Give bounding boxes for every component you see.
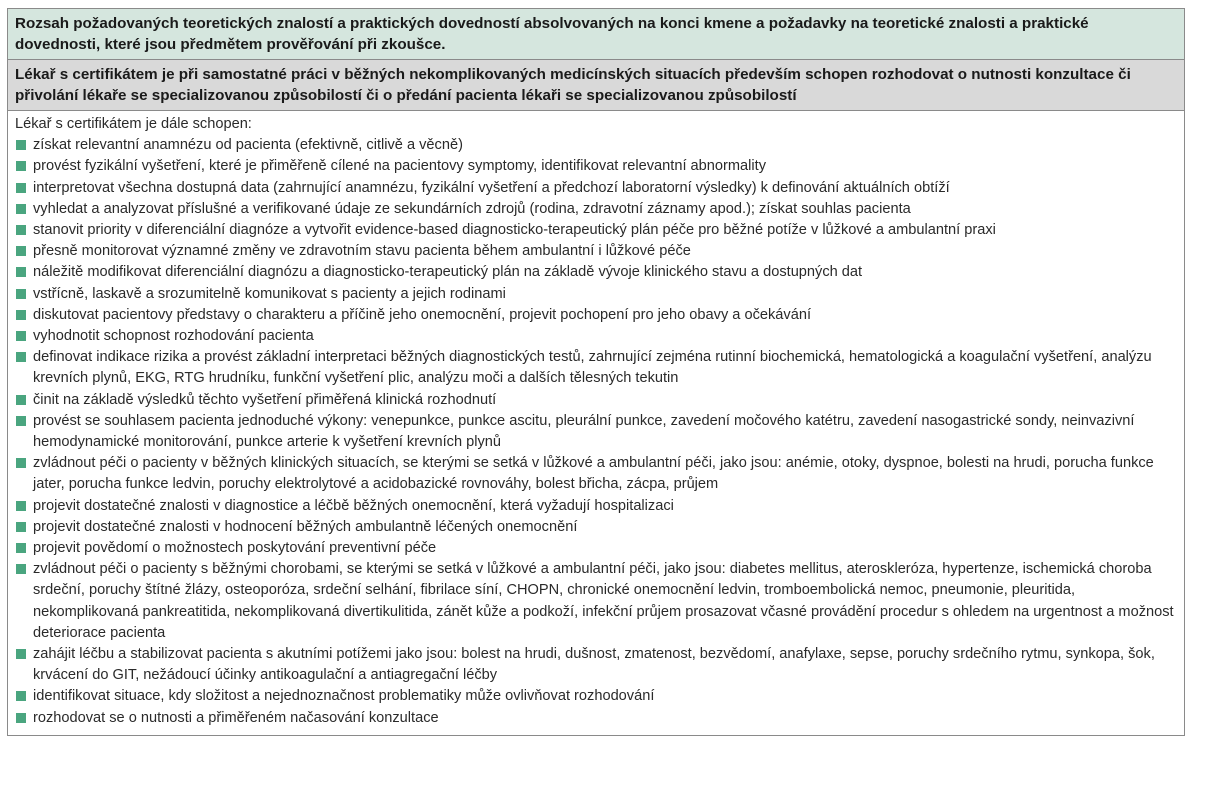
list-item-text: identifikovat situace, kdy složitost a nejednoznačnost problematiky může ovlivňovat rozhodování — [33, 688, 655, 705]
list-item — [15, 284, 1177, 305]
list-item — [15, 326, 1177, 347]
list-item-text: zvládnout péči o pacienty v běžných klinických situacích, se kterými se setká v lůžkové a ambulantní péči, jako jsou: anémie, otoky, dyspnoe, bolesti na hrudi, porucha funkce jater, porucha funkce ledvin, poruchy elektrolytové a acidobazické rovnováhy, bolest břicha, zácpa, průjem — [33, 455, 1154, 493]
list-item-text: stanovit priority v diferenciální diagnóze a vytvořit evidence-based diagnosticko-terapeutický plán péče pro běžné potíže v lůžkové a ambulantní praxi — [33, 222, 996, 239]
square-bullet-icon — [16, 331, 26, 341]
square-bullet-icon — [16, 289, 26, 299]
list-item-text: náležitě modifikovat diferenciální diagnózu a diagnosticko-terapeutický plán na základě vývoje klinického stavu a dostupných dat — [33, 264, 863, 281]
list-item — [15, 538, 1177, 559]
list-item-text: činit na základě výsledků těchto vyšetření přiměřená klinická rozhodnutí — [33, 391, 497, 408]
skills-list — [15, 135, 1177, 729]
square-bullet-icon — [16, 267, 26, 277]
list-item-text: projevit povědomí o možnostech poskytování preventivní péče — [33, 540, 437, 557]
list-item — [15, 517, 1177, 538]
square-bullet-icon — [16, 691, 26, 701]
list-item — [15, 559, 1177, 644]
list-item — [15, 241, 1177, 262]
requirements-table — [7, 8, 1185, 736]
list-item — [15, 390, 1177, 411]
list-item — [15, 135, 1177, 156]
square-bullet-icon — [16, 225, 26, 235]
square-bullet-icon — [16, 522, 26, 532]
list-item-text: provést se souhlasem pacienta jednoduché výkony: venepunkce, punkce ascitu, pleurální punkce, zavedení močového katétru, zavedení nasogastrické sondy, neinvazivní hemodynamické monitorování, punkce arterie k vyšetření krevních plynů — [33, 412, 1135, 451]
list-item-text: projevit dostatečné znalosti v hodnocení běžných ambulantně léčených onemocnění — [33, 518, 578, 535]
square-bullet-icon — [16, 395, 26, 405]
list-item-text: vyhledat a analyzovat příslušné a verifikované údaje ze sekundárních zdrojů (rodina, zdravotní záznamy apod.); získat souhlas pacienta — [33, 200, 911, 217]
list-item-text: vyhodnotit schopnost rozhodování pacienta — [33, 328, 314, 345]
list-item-text: zvládnout péči o pacienty s běžnými chorobami, se kterými se setká v lůžkové a ambulantní péči, jako jsou: diabetes mellitus, ateroskleróza, hypertenze, ischemická choroba srdeční, poruchy štítné žlázy, osteoporóza, srdeční selhání, fibrilace síní, CHOPN, chronické onemocnění ledvin, tromboembolická nemoc, pneumonie, pleuritida, nekomplikovaná pankreatitida, nekomplikovaná divertikulitida, zánět kůže a podkoží, infekční průjem prosazovat včasné provádění procedur s ohledem na urgentnost a možnost deteriorace pacienta — [33, 561, 1174, 641]
square-bullet-icon — [16, 501, 26, 511]
list-item — [15, 644, 1177, 686]
square-bullet-icon — [16, 713, 26, 723]
list-item-text: provést fyzikální vyšetření, které je přiměřeně cílené na pacientovy symptomy, identifikovat relevantní abnormality — [33, 158, 766, 175]
square-bullet-icon — [16, 416, 26, 426]
table-subtitle: Lékař s certifikátem je při samostatné práci v běžných nekomplikovaných medicínských situacích především schopen rozhodovat o nutnosti konzultace či přivolání lékaře se specializovanou způsobilostí či o předání pacienta lékaři se specializovanou způsobilostí — [8, 60, 1184, 111]
list-item-text: definovat indikace rizika a provést základní interpretaci běžných diagnostických testů, zahrnující zejména rutinní biochemická, hematologická a koagulační vyšetření, analýzu krevních plynů, EKG, RTG hrudníku, funkční vyšetření plic, analýzu moči a dalších tělesných tekutin — [33, 349, 1152, 387]
list-item-text: přesně monitorovat významné změny ve zdravotním stavu pacienta během ambulantní i lůžkové péče — [33, 243, 691, 260]
list-item — [15, 199, 1177, 220]
square-bullet-icon — [16, 564, 26, 574]
list-intro: Lékař s certifikátem je dále schopen: — [15, 116, 252, 132]
list-item-text: zahájit léčbu a stabilizovat pacienta s akutními potížemi jako jsou: bolest na hrudi, dušnost, zmatenost, bezvědomí, anafylaxe, sepse, poruchy srdečního rytmu, synkopa, šok, krvácení do GIT, nežádoucí účinky antikoagulační a antiagregační léčby — [33, 646, 1155, 684]
list-item — [15, 347, 1177, 389]
list-item-text: vstřícně, laskavě a srozumitelně komunikovat s pacienty a jejich rodinami — [33, 285, 506, 302]
list-item — [15, 305, 1177, 326]
list-item — [15, 453, 1177, 495]
square-bullet-icon — [16, 204, 26, 214]
list-item — [15, 220, 1177, 241]
table-title: Rozsah požadovaných teoretických znalostí a praktických dovedností absolvovaných na konci kmene a požadavky na teoretické znalosti a praktické dovednosti, které jsou předmětem prověřování při zkoušce. — [8, 9, 1184, 60]
square-bullet-icon — [16, 140, 26, 150]
list-item — [15, 708, 1177, 729]
square-bullet-icon — [16, 543, 26, 553]
list-item — [15, 496, 1177, 517]
square-bullet-icon — [16, 183, 26, 193]
list-item-text: rozhodovat se o nutnosti a přiměřeném načasování konzultace — [33, 709, 439, 726]
square-bullet-icon — [16, 458, 26, 468]
table-body — [8, 111, 1184, 735]
square-bullet-icon — [16, 352, 26, 362]
square-bullet-icon — [16, 310, 26, 320]
list-item-text: diskutovat pacientovy představy o charakteru a příčině jeho onemocnění, projevit pochopení pro jeho obavy a očekávání — [33, 306, 812, 323]
list-item-text: projevit dostatečné znalosti v diagnostice a léčbě běžných onemocnění, která vyžadují hospitalizaci — [33, 497, 674, 514]
list-item — [15, 686, 1177, 707]
list-item-text: interpretovat všechna dostupná data (zahrnující anamnézu, fyzikální vyšetření a předchozí laboratorní výsledky) k definování aktuálních obtíží — [33, 179, 950, 196]
list-item — [15, 156, 1177, 177]
list-item — [15, 178, 1177, 199]
list-item — [15, 262, 1177, 283]
square-bullet-icon — [16, 161, 26, 171]
list-item-text: získat relevantní anamnézu od pacienta (efektivně, citlivě a věcně) — [33, 137, 463, 154]
list-item — [15, 411, 1177, 453]
square-bullet-icon — [16, 649, 26, 659]
square-bullet-icon — [16, 246, 26, 256]
